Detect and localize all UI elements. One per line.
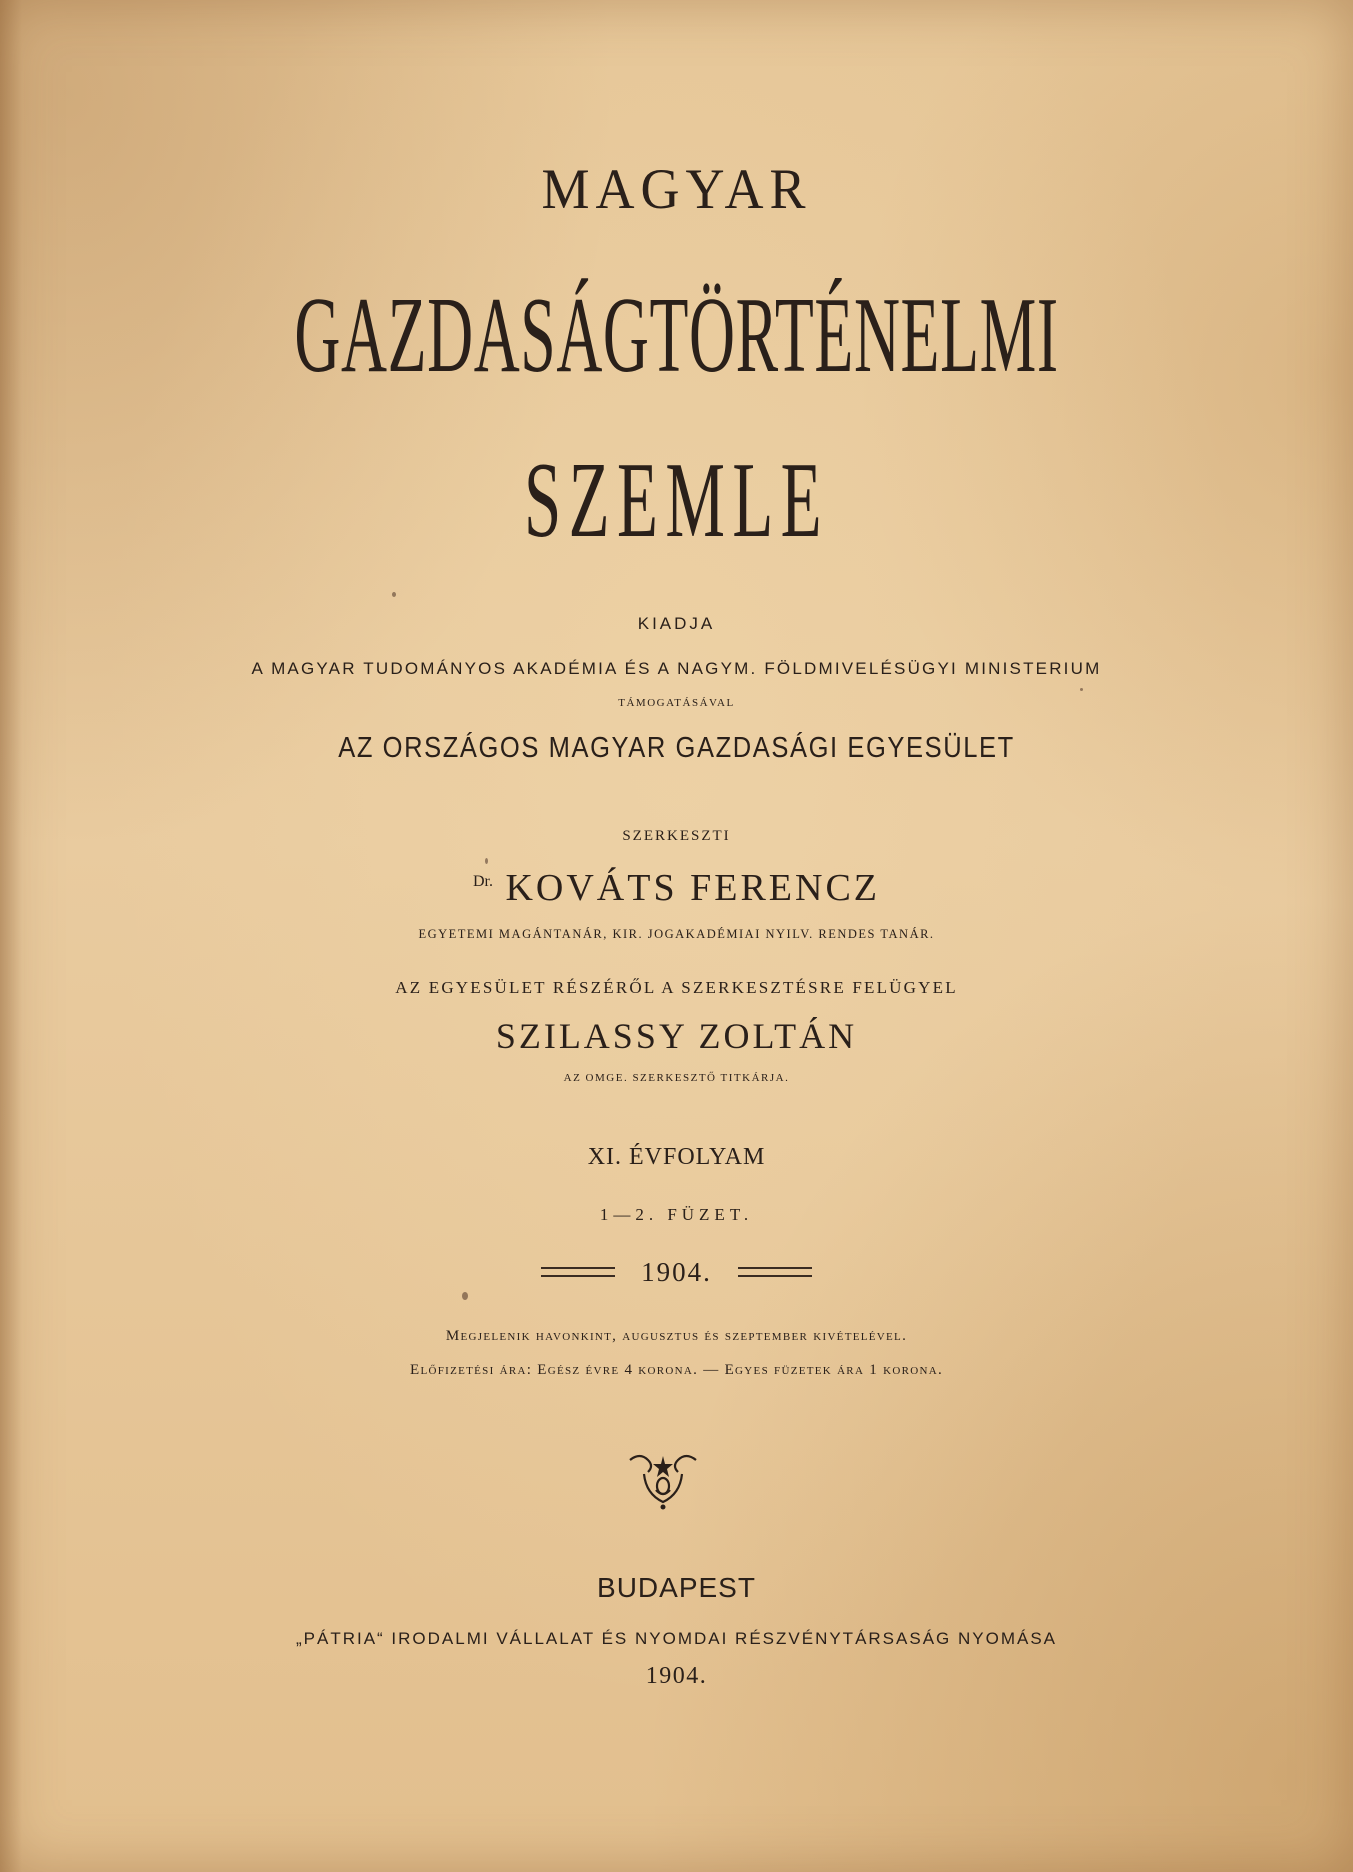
title-line-2: GAZDASÁGTÖRTÉNELMI: [294, 276, 1059, 395]
left-rule: [541, 1267, 615, 1277]
editor-name-line: [0, 866, 1353, 910]
title-line-3: SZEMLE: [523, 441, 830, 560]
support-line: A MAGYAR TUDOMÁNYOS AKADÉMIA ÉS A NAGYM. FÖLDMIVELÉSÜGYI MINISTERIUM: [251, 659, 1102, 678]
supervisor-name: SZILASSY ZOLTÁN: [495, 1016, 858, 1056]
paper-speck: [392, 592, 396, 597]
subscription-note: Előfizetési ára: Egész évre 4 korona. — Egyes füzetek ára 1 korona.: [410, 1362, 943, 1378]
paper-speck: [485, 858, 488, 864]
kiadja-label: KIADJA: [637, 614, 716, 633]
publisher-name: AZ ORSZÁGOS MAGYAR GAZDASÁGI EGYESÜLET: [338, 732, 1015, 764]
paper-speck: [1080, 688, 1083, 691]
volume-label: XI. ÉVFOLYAM: [587, 1144, 766, 1170]
editor-label: SZERKESZTI: [622, 828, 731, 844]
issue-year: 1904.: [641, 1256, 712, 1287]
city-label: BUDAPEST: [597, 1572, 756, 1603]
editor-name: KOVÁTS FERENCZ: [505, 867, 881, 909]
editor-prefix: Dr.: [472, 873, 493, 890]
issue-label: 1—2. FÜZET.: [599, 1205, 754, 1224]
right-rule: [738, 1267, 812, 1277]
year-row: [0, 1252, 1353, 1292]
printer-mark-icon: [626, 1450, 700, 1512]
frequency-note: Megjelenik havonkint, augusztus és szeptember kivételével.: [445, 1328, 908, 1344]
printer-line: „PÁTRIA“ IRODALMI VÁLLALAT ÉS NYOMDAI RÉSZVÉNYTÁRSASÁG NYOMÁSA: [295, 1629, 1058, 1648]
supervisor-description: AZ OMGE. SZERKESZTŐ TITKÁRJA.: [563, 1072, 790, 1084]
title-line-1: MAGYAR: [541, 157, 812, 221]
print-year: 1904.: [645, 1663, 708, 1689]
editor-description: EGYETEMI MAGÁNTANÁR, KIR. JOGAKADÉMIAI NYILV. RENDES TANÁR.: [418, 927, 935, 941]
supervision-line: AZ EGYESÜLET RÉSZÉRŐL A SZERKESZTÉSRE FELÜGYEL: [395, 978, 958, 997]
support-label: TÁMOGATÁSÁVAL: [618, 697, 735, 709]
paper-speck: [462, 1292, 468, 1300]
